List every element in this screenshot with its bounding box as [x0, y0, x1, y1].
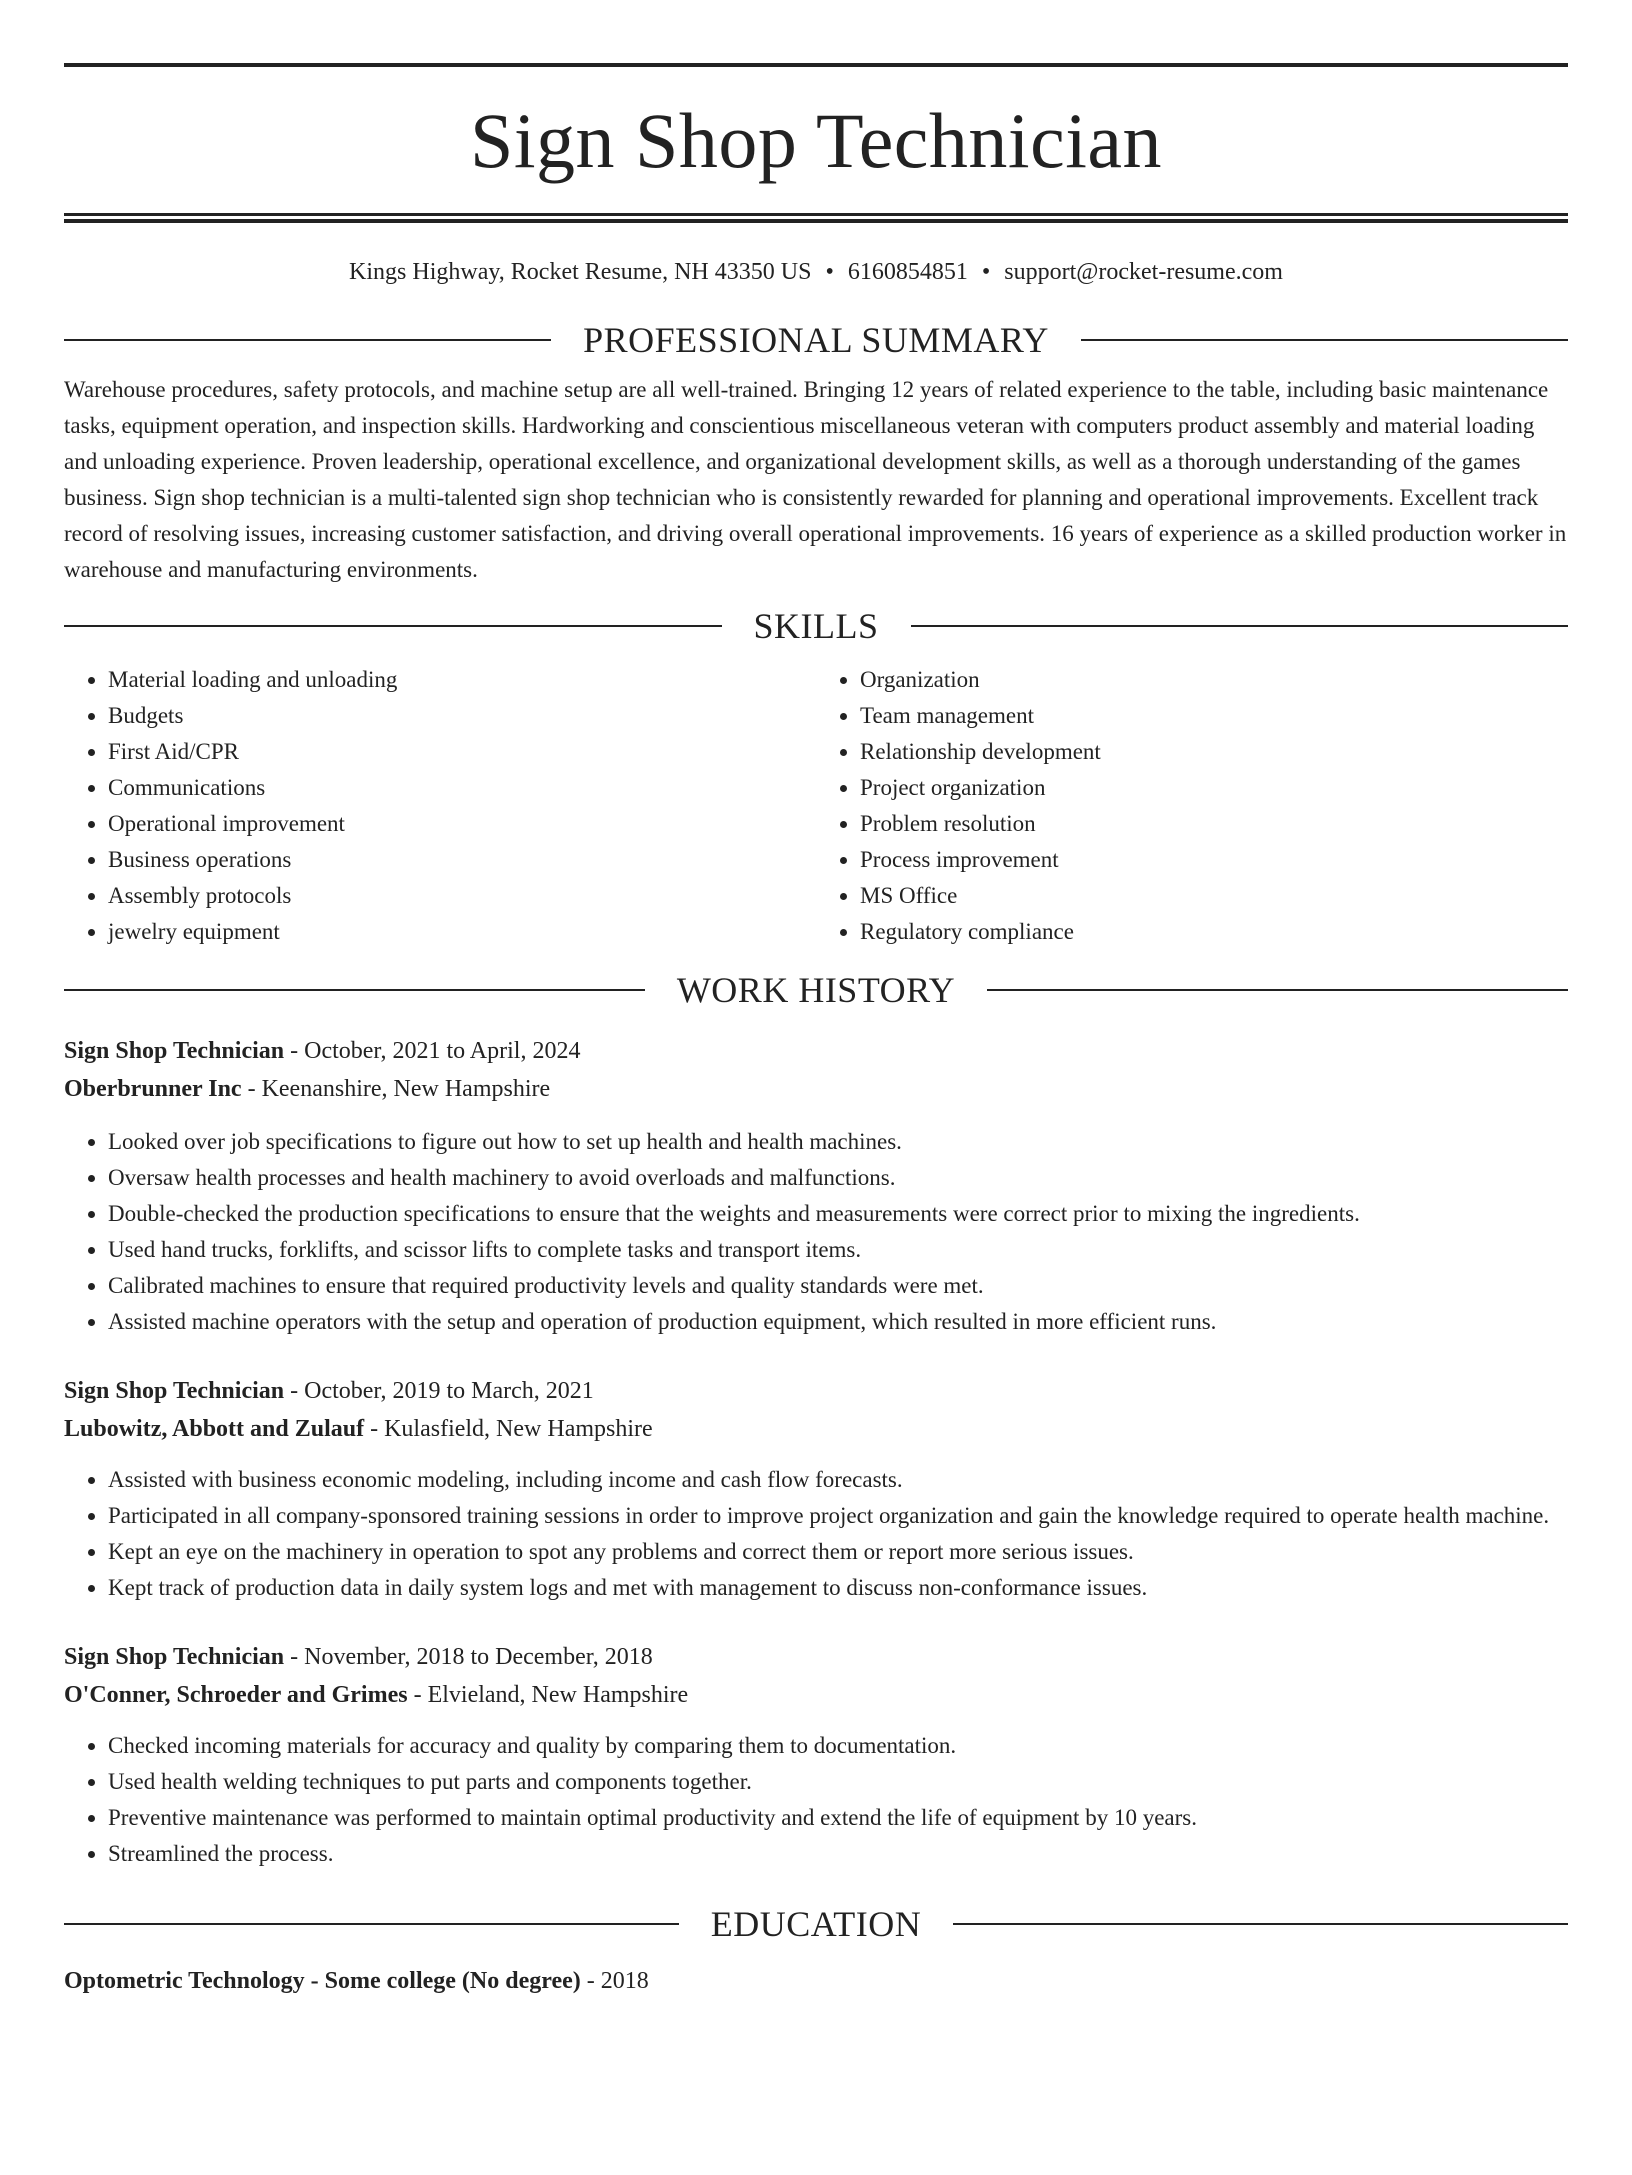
job-duty: • Calibrated machines to ensure that required productivity levels and quality standards were met. [108, 1268, 1568, 1304]
job-duties [64, 1462, 1568, 1606]
skill-item: • Relationship development [860, 734, 1568, 770]
job-location: - Kulasfield, New Hampshire [364, 1416, 653, 1442]
heading-rule [987, 989, 1568, 991]
job-duty: • Used health welding techniques to put parts and components together. [108, 1764, 1568, 1800]
contact-email: support@rocket-resume.com [1004, 259, 1283, 285]
job-location: - Elvieland, New Hampshire [407, 1682, 689, 1708]
section-heading-skills [64, 608, 1568, 644]
section-heading-education [64, 1906, 1568, 1942]
job-title-line [64, 1372, 1568, 1410]
resume-page [0, 63, 1632, 2175]
section-title: WORK HISTORY [676, 970, 956, 1010]
skill-item: • Assembly protocols [108, 878, 816, 914]
job-company-line [64, 1676, 1568, 1714]
job-title-line [64, 1638, 1568, 1676]
job-entry [64, 1372, 1568, 1606]
education-year: - 2018 [580, 1968, 649, 1994]
heading-rule [64, 989, 645, 991]
section-heading-work-history [64, 972, 1568, 1008]
job-title: Sign Shop Technician [64, 1378, 285, 1404]
job-company-line [64, 1070, 1568, 1108]
job-location: - Keenanshire, New Hampshire [241, 1076, 551, 1102]
job-duty: • Assisted with business economic modeling, including income and cash flow forecasts. [108, 1462, 1568, 1498]
heading-rule [64, 339, 551, 341]
skill-item: • Communications [108, 770, 816, 806]
skill-item: • Project organization [860, 770, 1568, 806]
job-entry [64, 1032, 1568, 1340]
skill-item: • Material loading and unloading [108, 662, 816, 698]
section-heading-summary [64, 322, 1568, 358]
skill-item: • Organization [860, 662, 1568, 698]
contact-info [64, 260, 1568, 284]
skills-list [64, 662, 1568, 950]
job-company: Lubowitz, Abbott and Zulauf [64, 1416, 365, 1442]
skill-item: • Operational improvement [108, 806, 816, 842]
contact-separator: • [981, 259, 991, 285]
header-double-rule [64, 213, 1568, 223]
job-duty: • Double-checked the production specifications to ensure that the weights and measurements were correct prior to mixing the ingredients. [108, 1196, 1568, 1232]
job-duty: • Kept track of production data in daily system logs and met with management to discuss non-conformance issues. [108, 1570, 1568, 1606]
job-duty: • Kept an eye on the machinery in operation to spot any problems and correct them or report more serious issues. [108, 1534, 1568, 1570]
top-rule [64, 63, 1568, 67]
skill-item: • Process improvement [860, 842, 1568, 878]
section-title: EDUCATION [710, 1904, 922, 1944]
job-company: Oberbrunner Inc [64, 1076, 242, 1102]
job-dates: - November, 2018 to December, 2018 [284, 1644, 653, 1670]
contact-phone: 6160854851 [847, 259, 968, 285]
skill-item: • Problem resolution [860, 806, 1568, 842]
contact-separator: • [825, 259, 834, 285]
skill-item: • MS Office [860, 878, 1568, 914]
skills-column-left [64, 662, 816, 950]
education-entry [64, 1962, 1568, 2000]
job-title-line [64, 1032, 1568, 1070]
job-duty: • Oversaw health processes and health machinery to avoid overloads and malfunctions. [108, 1160, 1568, 1196]
heading-rule [64, 1923, 679, 1925]
heading-rule [953, 1923, 1568, 1925]
skill-item: • First Aid/CPR [108, 734, 816, 770]
section-title: SKILLS [753, 606, 879, 646]
job-title: Sign Shop Technician [64, 1644, 285, 1670]
skills-column-right [816, 662, 1568, 950]
job-duty: • Assisted machine operators with the setup and operation of production equipment, which resulted in more efficient runs. [108, 1304, 1568, 1340]
job-company-line [64, 1410, 1568, 1448]
skill-item: • Business operations [108, 842, 816, 878]
job-title: Sign Shop Technician [64, 1038, 285, 1064]
contact-address: Kings Highway, Rocket Resume, NH 43350 US [349, 259, 812, 285]
skill-item: • Budgets [108, 698, 816, 734]
skill-item: • Regulatory compliance [860, 914, 1568, 950]
heading-rule [64, 625, 722, 627]
heading-rule [911, 625, 1569, 627]
job-duty: • Streamlined the process. [108, 1836, 1568, 1872]
job-company: O'Conner, Schroeder and Grimes [64, 1682, 408, 1708]
heading-rule [1081, 339, 1568, 341]
job-duties [64, 1124, 1568, 1340]
skill-item: • Team management [860, 698, 1568, 734]
job-duty: • Checked incoming materials for accuracy and quality by comparing them to documentation. [108, 1728, 1568, 1764]
job-duty: • Used hand trucks, forklifts, and scissor lifts to complete tasks and transport items. [108, 1232, 1568, 1268]
job-entry [64, 1638, 1568, 1872]
job-duty: • Preventive maintenance was performed to maintain optimal productivity and extend the life of equipment by 10 years. [108, 1800, 1568, 1836]
job-duties [64, 1728, 1568, 1872]
education-degree: Optometric Technology - Some college (No degree) [64, 1968, 581, 1994]
job-duty: • Looked over job specifications to figure out how to set up health and health machines. [108, 1124, 1568, 1160]
section-title: PROFESSIONAL SUMMARY [583, 320, 1049, 360]
summary-text: Warehouse procedures, safety protocols, and machine setup are all well-trained. Bringing 12 years of related experience to the table, including basic maintenance tasks, equipment operation, and inspection skills. Hardworking and conscientious miscellaneous veteran with computers product assembly and material loading and unloading experience. Proven leadership, operational excellence, and organizational development skills, as well as a thorough understanding of the games business. Sign shop technician is a multi-talented sign shop technician who is consistently rewarded for planning and operational improvements. Excellent track record of resolving issues, increasing customer satisfaction, and driving overall operational improvements. 16 years of experience as a skilled production worker in warehouse and manufacturing environments. [64, 377, 1567, 582]
job-dates: - October, 2021 to April, 2024 [284, 1038, 581, 1064]
candidate-name: Sign Shop Technician [469, 97, 1163, 184]
job-duty: • Participated in all company-sponsored training sessions in order to improve project organization and gain the knowledge required to operate health machine. [108, 1498, 1568, 1534]
job-dates: - October, 2019 to March, 2021 [284, 1378, 594, 1404]
skill-item: • jewelry equipment [108, 914, 816, 950]
